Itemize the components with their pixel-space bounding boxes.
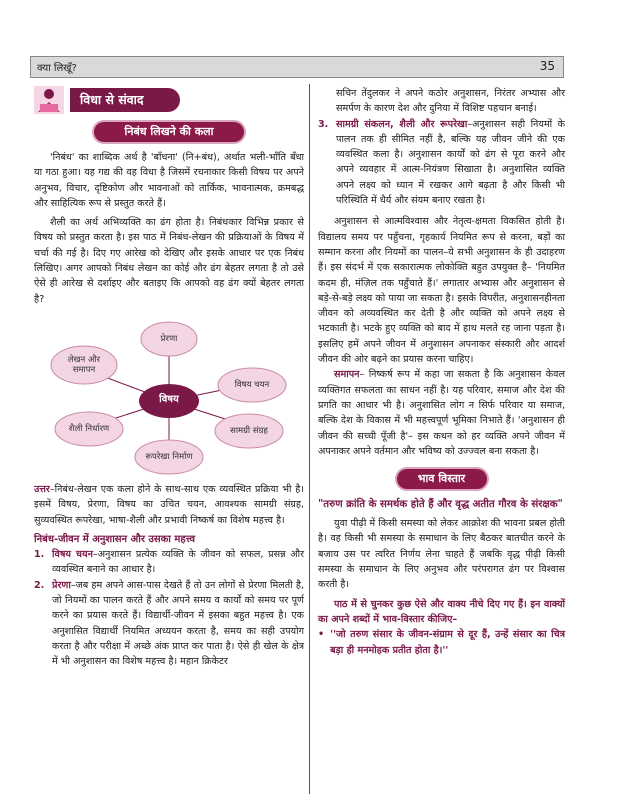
node-material: सामग्री संग्रह [230,425,268,436]
instruction-text: पाठ में से चुनकर कुछ ऐसे और वाक्य नीचे दिए गए हैं। इन वाक्यों का अपने शब्दों में भाव-विस्तार कीजिए– [318,598,565,625]
essay-pill: निबंध लिखने की कला [94,122,244,142]
conclusion-label: समापन [334,369,360,381]
banner-title: विधा से संवाद [70,88,180,112]
bullet-dot-icon: • [318,629,325,641]
item-number: 1. [34,549,45,561]
answer-text: –निबंध-लेखन एक कला होने के साथ-साथ एक व्यवस्थित प्रक्रिया भी है। इसमें विषय, प्रेरणा, विषय का उचित चयन, आवश्यक सामग्री संग्रह, सुव्यवस्थित रूपरेखा, भाषा-शैली और प्रभावी निष्कर्ष का विशेष महत्त्व है। [34,483,304,526]
section-banner [34,86,304,114]
item-number: 3. [318,118,329,130]
node-topic-selection: विषय चयन [234,379,270,390]
item-label: सामग्री संकलन, शैली और रूपरेखा [336,118,468,130]
item-number: 2. [34,579,45,591]
mind-map [34,313,304,478]
numbered-item-3 [318,117,565,209]
item-text: –अनुशासन सही नियमों के पालन तक ही सीमित नहीं है, बल्कि यह जीवन जीने की एक व्यवस्थित कला है। अनुशासन कार्यों को ढंग से पूरा करने और अपने व्यवहार में आत्म-नियंत्रण सिखाता है। अनुशासित व्यक्ति अपने लक्ष्य को ध्यान में रखकर आगे बढ़ता है और किसी भी परिस्थिति में धैर्य और संयम बनाए रखता है। [336,118,565,207]
node-center-topic: विषय [159,393,179,405]
item-label: विषय चयन [52,549,93,561]
conclusion-paragraph [318,367,565,459]
node-writing-conclusion: लेखन और समापन [67,354,101,375]
continued-text: सचिन तेंदुलकर ने अपने कठोर अनुशासन, निरंतर अभ्यास और समर्पण के कारण देश और दुनिया में विशिष्ट पहचान बनाई। [336,88,565,115]
expansion-pill: भाव विस्तार [397,469,487,489]
style-paragraph: शैली का अर्थ अभिव्यक्ति का ढंग होता है। निबंधकार विभिन्न प्रकार से विषय को प्रस्तुत करता है। इस पाठ में निबंध-लेखन की प्रक्रियाओं के विषय में चर्चा की गई है। दिए गए आरेख को देखिए और इसके आधार पर एक निबंध लिखिए। अगर आपको निबंध लेखन का कोई और ढंग बेहतर लगता है तो उसे ऐसे ही आरेख से दर्शाइए और बताइए कि आपको वह ढंग क्यों बेहतर लगता है? [34,217,304,305]
right-column [318,86,565,658]
column-divider [309,84,310,794]
bullet-text: ''जो तरुण संसार के जीवन-संग्राम से दूर हैं, उन्हें संसार का चित्र बड़ा ही मनमोहक प्रतीत होता है।'' [330,629,565,656]
expansion-paragraph: युवा पीढ़ी में किसी समस्या को लेकर आक्रोश की भावना प्रबल होती है। वह किसी भी समस्या के समाधान के लिए बैठकर बातचीत करने के बजाय उस पर त्वरित निर्णय लेना चाहते हैं जबकि वृद्ध पीढ़ी किसी समस्या के समाधान के लिए अनुभव और परंपरागत ढंग पर विश्वास करती है। [318,518,565,591]
item-text: –अनुशासन प्रत्येक व्यक्ति के जीवन को सफल, प्रसन्न और व्यवस्थित बनाने का आधार है। [52,549,304,576]
node-style: शैली निर्धारण [68,423,110,434]
essay-heading: निबंध-जीवन में अनुशासन और उसका महत्त्व [34,533,196,545]
numbered-item-1 [34,547,304,578]
answer-label: उत्तर [34,483,50,495]
bullet-item [318,627,565,658]
numbered-item-2 [34,578,304,670]
item-text: –जब हम अपने आस-पास देखते हैं तो उन लोगों से प्रेरणा मिलती है, जो नियमों का पालन करते हैं और अपने समय व कार्यों को समय पर पूर्ण करने का प्रयास करते हैं। विद्यार्थी-जीवन में इसका बहुत महत्त्व है। एक अनुशासित विद्यार्थी नियमित अध्ययन करता है, समय का सही उपयोग करता है और परीक्षा में अच्छे अंक प्राप्त कर पाता है। ऐसे ही खेल के क्षेत्र में भी अनुशासन का विशेष महत्त्व है। महान क्रिकेटर [52,579,304,668]
answer-paragraph [34,482,304,528]
page-number: 35 [539,59,555,73]
item-label: प्रेरणा [52,579,71,591]
node-outline: रूपरेखा निर्माण [145,451,193,462]
intro-paragraph: 'निबंध' का शाब्दिक अर्थ है 'बाँधना' (नि+बंध), अर्थात भली-भाँति बँधा या गठा हुआ। यह गद्य की वह विधा है जिसमें रचनाकार किसी विषय पर अपने अनुभव, विचार, दृष्टिकोण और भावनाओं को तार्किक, भावनात्मक, क्रमबद्ध और साहित्यिक रूप से प्रस्तुत करते हैं। [34,152,304,209]
reader-icon [34,86,64,114]
left-column [34,86,304,670]
node-inspiration: प्रेरणा [160,333,178,344]
conclusion-text: – निष्कर्ष रूप में कहा जा सकता है कि अनुशासन केवल व्यक्तिगत सफलता का साधन नहीं है। यह परिवार, समाज और देश की प्रगति का आधार भी है। अनुशासित लोग न सिर्फ परिवार या समाज, बल्कि देश के विकास में भी महत्त्वपूर्ण भूमिका निभाते हैं। 'अनुशासन ही जीवन की सच्ची पूँजी है'– इस कथन को हर व्यक्ति अपने जीवन में अपनाकर अपने वर्तमान और भविष्य को उज्ज्वल बना सकता है। [318,369,565,457]
quote-heading: "तरुण क्रांति के समर्थक होते हैं और वृद्ध अतीत गौरव के संरक्षक" [318,499,563,511]
discipline-paragraph: अनुशासन से आत्मविश्वास और नेतृत्व-क्षमता विकसित होती है। विद्यालय समय पर पहुँचना, गृहकार्य नियमित रूप से करना, बड़ों का सम्मान करना और नियमों का पालन–ये सभी अनुशासन के ही उदाहरण हैं। इस संदर्भ में एक सकारात्मक लोकोक्ति बहुत उपयुक्त है– 'नियमित कदम ही, मंज़िल तक पहुँचाते हैं।' लगातार अभ्यास और अनुशासन से बड़े-से-बड़े लक्ष्य को पाया जा सकता है। इसके विपरीत, अनुशासनहीनता जीवन को अव्यवस्थित कर देती है और व्यक्ति को अपने लक्ष्य से भटकाती है। भटके हुए व्यक्ति को बाद में हाथ मलते रह जाना पड़ता है। इसलिए हमें अपने जीवन में अनुशासन अपनाकर संस्कारी और आदर्श जीवन की ओर बढ़ने का प्रयास करना चाहिए। [318,216,565,366]
header-title: क्या लिखूँ? [37,63,77,74]
page-header [30,56,564,78]
